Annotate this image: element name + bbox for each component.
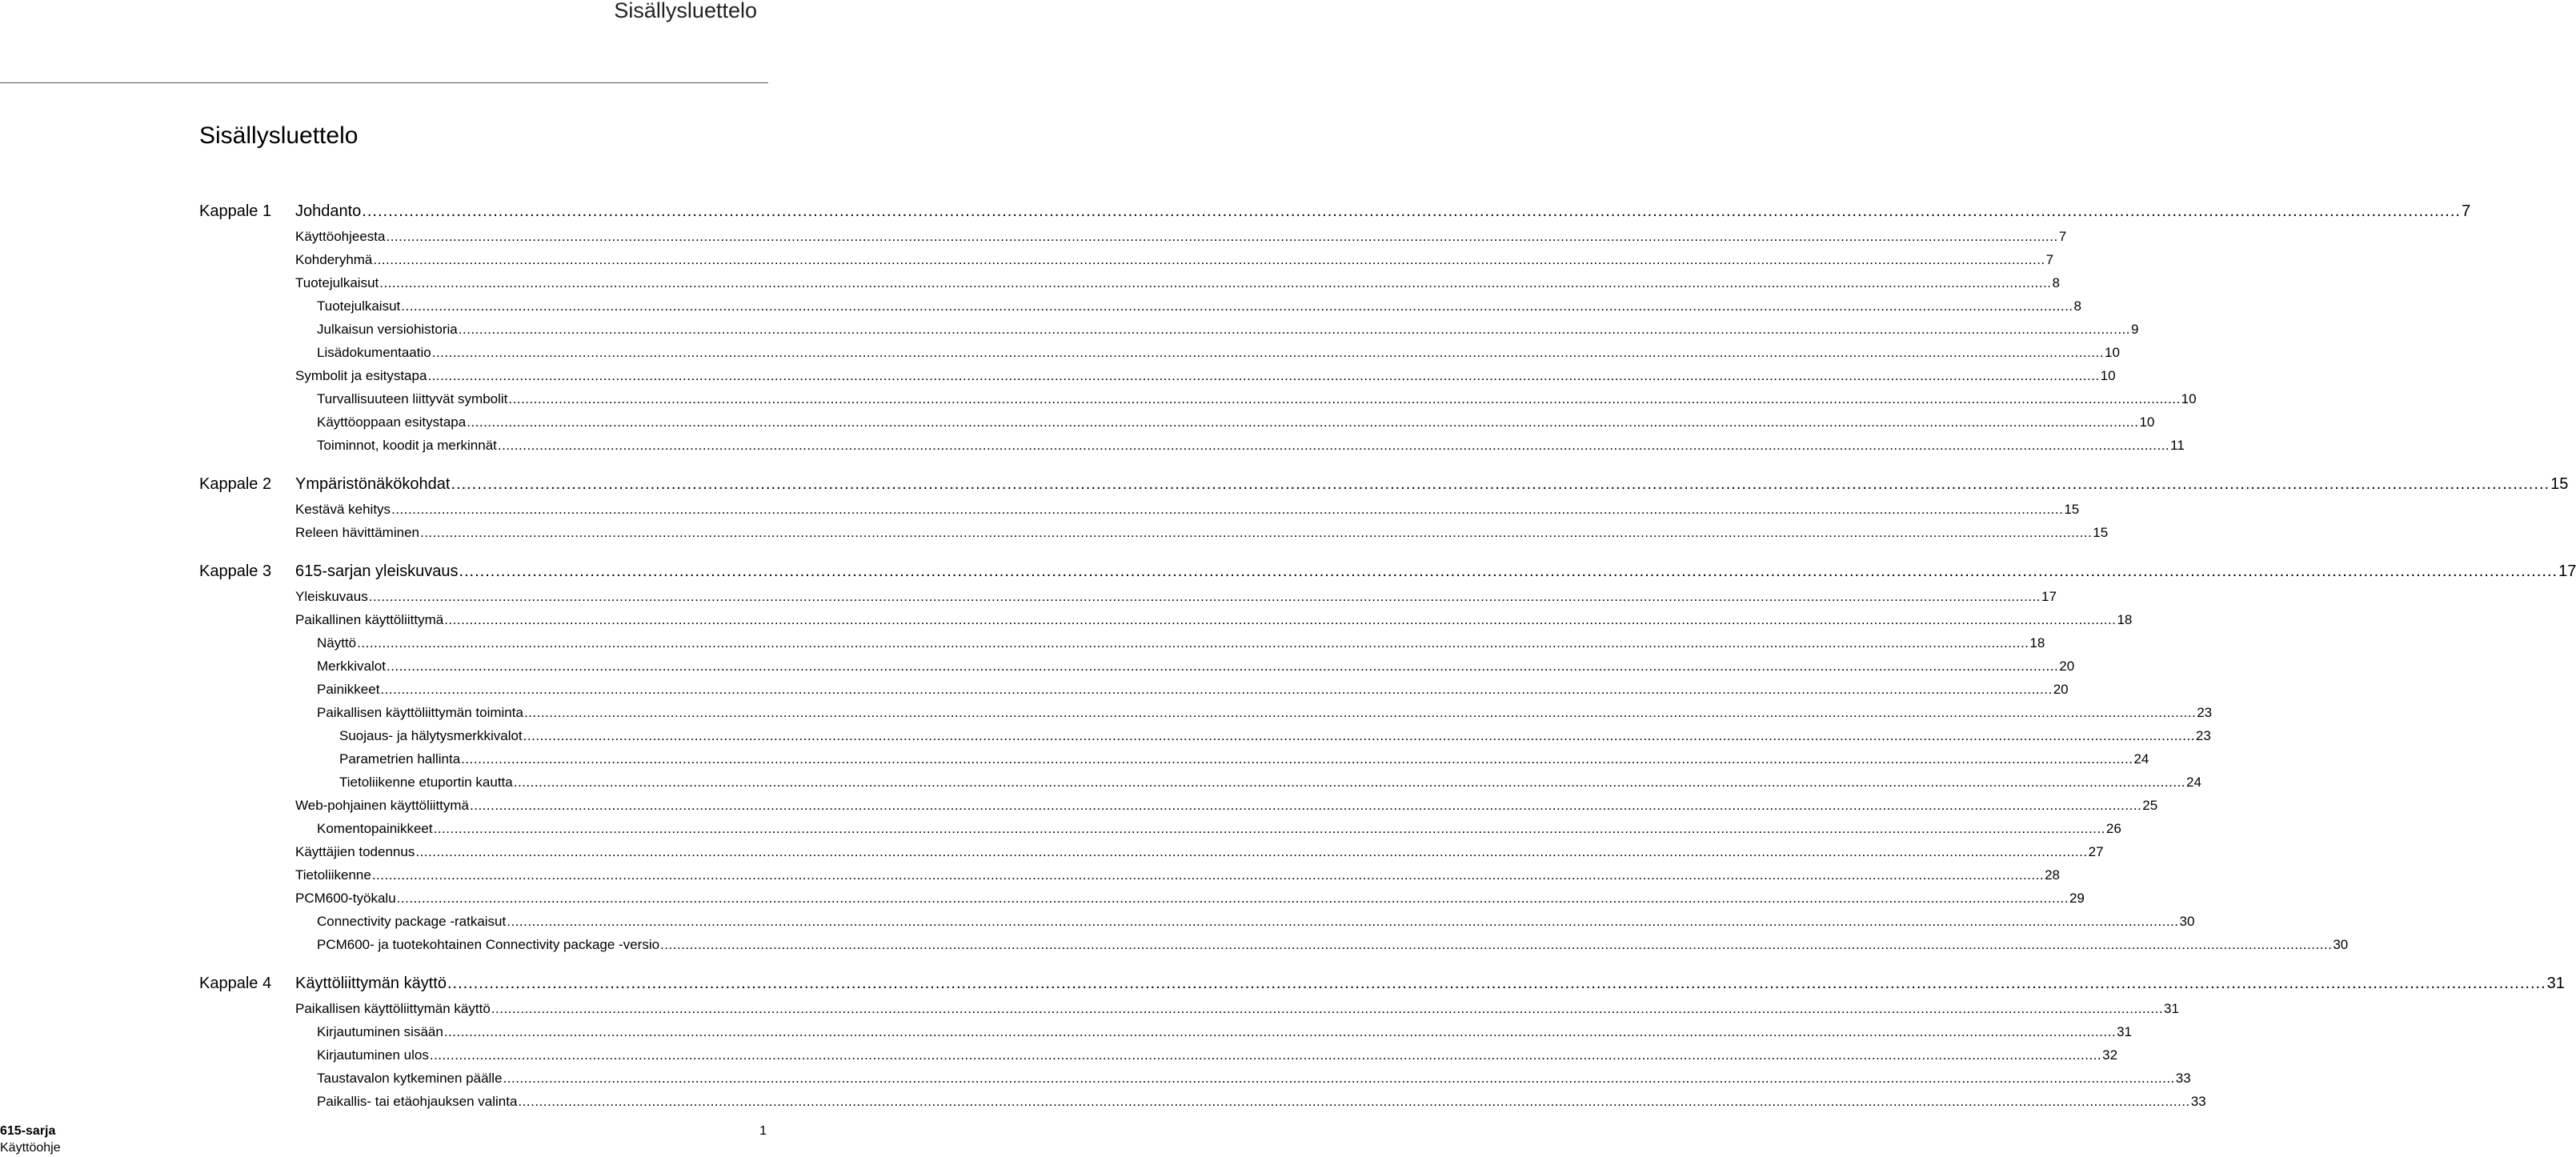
toc-entry-page-number: 17	[2041, 589, 2057, 604]
dot-leader: ................................................................................................................................................................................................................................................................................................................................................................................................................	[443, 1024, 2117, 1039]
toc-entry-link[interactable]	[295, 387, 2197, 410]
chapter-label: Kappale 4	[199, 975, 272, 992]
toc-entry-page-number: 18	[2117, 612, 2133, 627]
dot-leader: ................................................................................................................................................................................................................................................................................................................................................................................................................	[433, 821, 2105, 836]
dot-leader: ................................................................................................................................................................................................................................................................................................................................................................................................................	[461, 751, 2133, 767]
dot-leader: ................................................................................................................................................................................................................................................................................................................................................................................................................	[513, 775, 2185, 790]
toc-entry-title: Käyttäjien todennus	[295, 844, 415, 859]
toc-entry-link[interactable]	[295, 521, 2109, 544]
dot-leader: ................................................................................................................................................................................................................................................................................................................................................................................................................	[368, 589, 2041, 604]
toc-chapter	[199, 470, 2569, 544]
toc-entry-page-number: 30	[2179, 914, 2195, 929]
toc-entry-page-number: 15	[2064, 502, 2080, 517]
toc-entry-link[interactable]	[295, 248, 2054, 271]
toc-entry-page-number: 18	[2029, 635, 2045, 651]
toc-entry-title: PCM600- ja tuotekohtainen Connectivity package -versio	[317, 937, 660, 952]
dot-leader: ................................................................................................................................................................................................................................................................................................................................................................................................................	[357, 635, 2029, 651]
footer-series: 615-sarja	[0, 1124, 56, 1138]
toc-entry-link[interactable]	[295, 771, 2201, 794]
dot-leader: ................................................................................................................................................................................................................................................................................................................................................................................................................	[470, 798, 2142, 813]
toc-entry-link[interactable]	[295, 1020, 2132, 1043]
chapter-label: Kappale 3	[199, 562, 272, 580]
toc-entry-link[interactable]	[295, 341, 2120, 364]
toc-entry-link[interactable]	[295, 271, 2060, 294]
dot-leader: ................................................................................................................................................................................................................................................................................................................................................................................................................	[444, 612, 2117, 627]
toc-entry-page-number: 7	[2045, 252, 2054, 267]
toc-entry-page-number: 10	[2104, 345, 2120, 360]
toc-entry-page-number: 10	[2139, 414, 2155, 430]
toc-entry-link[interactable]	[295, 701, 2213, 724]
toc-entry-title: 615-sarjan yleiskuvaus	[295, 562, 459, 580]
dot-leader: ................................................................................................................................................................................................................................................................................................................................................................................................................	[497, 438, 2170, 453]
toc-entry-title: Web-pohjainen käyttöliittymä	[295, 798, 470, 813]
toc-entry-title: Kohderyhmä	[295, 252, 373, 267]
toc-entry-page-number: 10	[2181, 391, 2197, 406]
toc-entry-link[interactable]	[295, 997, 2179, 1020]
toc-chapter	[199, 970, 2565, 1113]
toc-entry-page-number: 10	[2100, 368, 2116, 383]
toc-entry-link[interactable]	[295, 794, 2158, 817]
toc-entry-link[interactable]	[295, 910, 2195, 933]
toc-entry-page-number: 20	[2059, 659, 2075, 674]
dot-leader: ................................................................................................................................................................................................................................................................................................................................................................................................................	[459, 562, 2558, 580]
toc-chapter-heading-link[interactable]	[295, 470, 2569, 498]
dot-leader: ................................................................................................................................................................................................................................................................................................................................................................................................................	[391, 502, 2064, 517]
toc-entry-page-number: 29	[2069, 891, 2085, 906]
dot-leader: ................................................................................................................................................................................................................................................................................................................................................................................................................	[386, 659, 2059, 674]
toc-entry-link[interactable]	[295, 434, 2185, 457]
dot-leader: ................................................................................................................................................................................................................................................................................................................................................................................................................	[419, 525, 2093, 540]
toc-entry-link[interactable]	[295, 863, 2060, 887]
toc-entry-title: Tuotejulkaisut	[295, 275, 379, 290]
toc-entry-title: Paikallisen käyttöliittymän käyttö	[295, 1001, 491, 1016]
toc-entry-title: Toiminnot, koodit ja merkinnät	[317, 438, 497, 453]
toc-entry-link[interactable]	[295, 364, 2116, 387]
page-title: Sisällysluettelo	[199, 122, 359, 149]
toc-entry-title: Connectivity package -ratkaisut	[317, 914, 507, 929]
toc-entry-page-number: 31	[2164, 1001, 2179, 1016]
toc-chapter	[199, 198, 2471, 457]
dot-leader: ................................................................................................................................................................................................................................................................................................................................................................................................................	[660, 937, 2333, 952]
toc-entry-title: Paikallisen käyttöliittymän toiminta	[317, 705, 523, 720]
toc-entry-title: Taustavalon kytkeminen päälle	[317, 1071, 503, 1086]
dot-leader: ................................................................................................................................................................................................................................................................................................................................................................................................................	[467, 414, 2139, 430]
toc-entry-title: Kirjautuminen sisään	[317, 1024, 443, 1039]
toc-entry-page-number: 23	[2197, 705, 2213, 720]
dot-leader: ................................................................................................................................................................................................................................................................................................................................................................................................................	[362, 202, 2461, 220]
toc-entry-page-number: 24	[2133, 751, 2149, 767]
toc-entry-title: Ympäristönäkökohdat	[295, 475, 451, 493]
running-header-title: Sisällysluettelo	[614, 0, 757, 22]
toc-entry-page-number: 26	[2105, 821, 2121, 836]
toc-entry-page-number: 27	[2088, 844, 2104, 859]
toc-entry-title: Tietoliikenne	[295, 867, 371, 883]
toc-entry-title: Kestävä kehitys	[295, 502, 391, 517]
toc-chapter-heading-link[interactable]	[295, 970, 2565, 997]
dot-leader: ................................................................................................................................................................................................................................................................................................................................................................................................................	[427, 368, 2100, 383]
toc-entry-link[interactable]	[295, 498, 2080, 521]
toc-entry-page-number: 15	[2093, 525, 2109, 540]
dot-leader: ................................................................................................................................................................................................................................................................................................................................................................................................................	[379, 275, 2052, 290]
toc-entry-title: Tuotejulkaisut	[317, 298, 401, 314]
toc-entry-title: Suojaus- ja hälytysmerkkivalot	[339, 728, 523, 743]
toc-entry-page-number: 32	[2102, 1047, 2118, 1063]
toc-entry-link[interactable]	[295, 608, 2133, 631]
toc-entry-title: Johdanto	[295, 202, 362, 220]
dot-leader: ................................................................................................................................................................................................................................................................................................................................................................................................................	[508, 391, 2181, 406]
toc-entry-title: Käyttöoppaan esitystapa	[317, 414, 467, 430]
toc-entry-link[interactable]	[295, 747, 2149, 771]
dot-leader: ................................................................................................................................................................................................................................................................................................................................................................................................................	[447, 975, 2546, 992]
dot-leader: ................................................................................................................................................................................................................................................................................................................................................................................................................	[429, 1047, 2102, 1063]
toc-entry-page-number: 8	[2073, 298, 2081, 314]
toc-entry-page-number: 20	[2053, 682, 2069, 697]
dot-leader: ................................................................................................................................................................................................................................................................................................................................................................................................................	[373, 252, 2045, 267]
dot-leader: ................................................................................................................................................................................................................................................................................................................................................................................................................	[396, 891, 2069, 906]
toc-entry-link[interactable]	[295, 585, 2057, 608]
toc-entry-title: Kirjautuminen ulos	[317, 1047, 429, 1063]
dot-leader: ................................................................................................................................................................................................................................................................................................................................................................................................................	[518, 1094, 2190, 1109]
dot-leader: ................................................................................................................................................................................................................................................................................................................................................................................................................	[380, 682, 2053, 697]
toc-entry-title: Paikallinen käyttöliittymä	[295, 612, 444, 627]
toc-entry-page-number: 17	[2558, 562, 2576, 580]
toc-entry-title: Näyttö	[317, 635, 357, 651]
dot-leader: ................................................................................................................................................................................................................................................................................................................................................................................................................	[431, 345, 2104, 360]
toc-entry-link[interactable]	[295, 1090, 2206, 1113]
toc-entry-page-number: 9	[2131, 322, 2139, 337]
toc-entry-title: PCM600-työkalu	[295, 891, 396, 906]
dot-leader: ................................................................................................................................................................................................................................................................................................................................................................................................................	[386, 229, 2058, 244]
toc-entry-page-number: 23	[2195, 728, 2211, 743]
footer-page-number: 1	[759, 1124, 767, 1138]
dot-leader: ................................................................................................................................................................................................................................................................................................................................................................................................................	[401, 298, 2073, 314]
dot-leader: ................................................................................................................................................................................................................................................................................................................................................................................................................	[503, 1071, 2175, 1086]
toc-entry-page-number: 11	[2170, 438, 2185, 453]
toc-entry-link[interactable]	[295, 631, 2045, 655]
toc-entry-link[interactable]	[295, 1067, 2191, 1090]
toc-entry-link[interactable]	[295, 655, 2075, 678]
toc-entry-link[interactable]	[295, 887, 2085, 910]
toc-entry-title: Parametrien hallinta	[339, 751, 461, 767]
toc-entry-page-number: 25	[2142, 798, 2158, 813]
toc-entry-title: Käyttöliittymän käyttö	[295, 975, 447, 992]
toc-entry-page-number: 15	[2550, 475, 2569, 493]
table-of-contents	[199, 198, 2576, 1127]
toc-entry-title: Tietoliikenne etuportin kautta	[339, 775, 513, 790]
dot-leader: ................................................................................................................................................................................................................................................................................................................................................................................................................	[415, 844, 2088, 859]
toc-entry-link[interactable]	[295, 410, 2155, 434]
toc-entry-title: Käyttöohjeesta	[295, 229, 386, 244]
toc-entry-link[interactable]	[295, 817, 2121, 840]
toc-entry-page-number: 33	[2175, 1071, 2191, 1086]
toc-entry-link[interactable]	[295, 294, 2081, 318]
dot-leader: ................................................................................................................................................................................................................................................................................................................................................................................................................	[371, 867, 2045, 883]
toc-entry-link[interactable]	[295, 840, 2104, 863]
toc-chapter-heading-link[interactable]	[295, 198, 2471, 225]
toc-entry-page-number: 31	[2117, 1024, 2132, 1039]
dot-leader: ................................................................................................................................................................................................................................................................................................................................................................................................................	[523, 705, 2197, 720]
dot-leader: ................................................................................................................................................................................................................................................................................................................................................................................................................	[523, 728, 2195, 743]
toc-entry-link[interactable]	[295, 225, 2067, 248]
chapter-label: Kappale 2	[199, 475, 272, 493]
toc-entry-page-number: 7	[2058, 229, 2067, 244]
header-rule	[0, 82, 768, 83]
dot-leader: ................................................................................................................................................................................................................................................................................................................................................................................................................	[451, 475, 2550, 493]
toc-entry-title: Komentopainikkeet	[317, 821, 433, 836]
toc-entry-title: Lisädokumentaatio	[317, 345, 431, 360]
dot-leader: ................................................................................................................................................................................................................................................................................................................................................................................................................	[458, 322, 2131, 337]
toc-entry-link[interactable]	[295, 933, 2349, 956]
toc-entry-page-number: 28	[2045, 867, 2060, 883]
toc-entry-title: Julkaisun versiohistoria	[317, 322, 458, 337]
footer-doc-type: Käyttöohje	[0, 1141, 61, 1155]
toc-chapter	[199, 558, 2576, 956]
dot-leader: ................................................................................................................................................................................................................................................................................................................................................................................................................	[507, 914, 2179, 929]
toc-entry-page-number: 33	[2190, 1094, 2206, 1109]
toc-entry-title: Releen hävittäminen	[295, 525, 419, 540]
toc-entry-title: Paikallis- tai etäohjauksen valinta	[317, 1094, 518, 1109]
toc-entry-title: Merkkivalot	[317, 659, 386, 674]
footer-document-info	[0, 1123, 61, 1156]
toc-entry-title: Symbolit ja esitystapa	[295, 368, 427, 383]
toc-entry-title: Turvallisuuteen liittyvät symbolit	[317, 391, 508, 406]
chapter-label: Kappale 1	[199, 202, 272, 220]
toc-entry-page-number: 31	[2546, 975, 2565, 992]
toc-entry-link[interactable]	[295, 1043, 2118, 1067]
toc-entry-link[interactable]	[295, 318, 2139, 341]
toc-entry-link[interactable]	[295, 678, 2069, 701]
toc-entry-link[interactable]	[295, 724, 2211, 747]
toc-chapter-heading-link[interactable]	[295, 558, 2576, 585]
dot-leader: ................................................................................................................................................................................................................................................................................................................................................................................................................	[491, 1001, 2164, 1016]
toc-entry-page-number: 7	[2461, 202, 2471, 220]
toc-entry-title: Yleiskuvaus	[295, 589, 368, 604]
toc-entry-page-number: 30	[2333, 937, 2349, 952]
toc-entry-page-number: 24	[2186, 775, 2201, 790]
toc-entry-title: Painikkeet	[317, 682, 380, 697]
toc-entry-page-number: 8	[2052, 275, 2060, 290]
